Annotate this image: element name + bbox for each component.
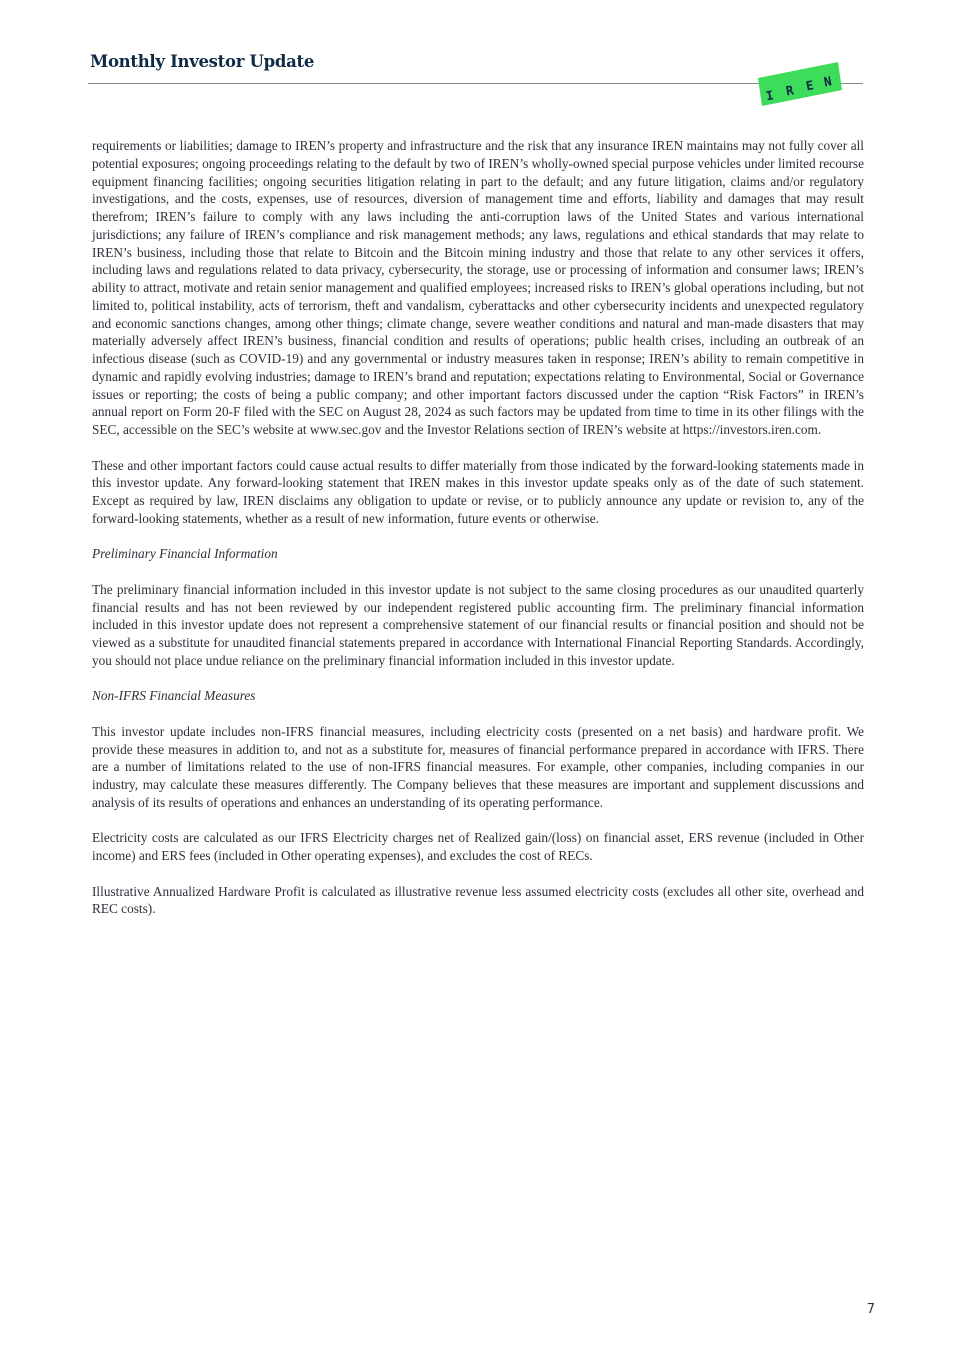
page-title: Monthly Investor Update xyxy=(90,52,315,71)
section-heading-non-ifrs: Non-IFRS Financial Measures xyxy=(92,688,256,704)
logo-letter-e: E xyxy=(804,77,815,94)
paragraph-hardware-profit: Illustrative Annualized Hardware Profit is calculated as illustrative revenue less assumed electricity costs (excludes all other site, overhead and REC costs). xyxy=(92,883,864,917)
paragraph-risk-factors: requirements or liabilities; damage to IREN’s property and infrastructure and the risk that any insurance IREN maintains may not fully cover all potential exposures; ongoing proceedings relating to the default by two of IREN’s wholly-owned special purpose vehicles under limited recourse equipment financing facilities; ongoing securities litigation relating in part to the default; and any future litigation, claims and/or regulatory investigations, and the costs, expenses, use of resources, diversion of management time and efforts, liability and damages that may result therefrom; IREN’s failure to comply with any laws including the anti-corruption laws of the United States and various international jurisdictions; any failure of IREN’s compliance and risk management methods; any laws, regulations and ethical standards that may relate to IREN’s business, including those that relate to Bitcoin and the Bitcoin mining industry and those that relate to any other services it offers, including laws and regulations related to data privacy, cybersecurity, the storage, use or processing of information and consumer laws; IREN’s ability to attract, motivate and retain senior management and qualified employees; increased risks to IREN’s global operations including, but not limited to, political instability, acts of terrorism, theft and vandalism, cyberattacks and other cybersecurity incidents and unexpected regulatory and economic sanctions changes, among other things; climate change, severe weather conditions and natural and man-made disasters that may materially adversely affect IREN’s business, financial condition and results of operations; public health crises, including an outbreak of an infectious disease (such as COVID-19) and any governmental or industry measures taken in response; IREN’s ability to remain competitive in dynamic and rapidly evolving industries; damage to IREN’s brand and reputation; expectations relating to Environmental, Social or Governance issues or reporting; the costs of being a public company; and other important factors discussed under the caption “Risk Factors” in IREN’s annual report on Form 20-F filed with the SEC on August 28, 2024 as such factors may be updated from time to time in its other filings with the SEC, accessible on the SEC’s website at www.sec.gov and the Investor Relations section of IREN’s website at https://investors.iren.com. xyxy=(92,138,864,437)
paragraph-electricity-costs: Electricity costs are calculated as our IFRS Electricity charges net of Realized gain/(loss) on financial asset, ERS revenue (included in Other income) and ERS fees (included in Other operating expenses), and excludes the cost of RECs. xyxy=(92,830,864,863)
section-heading-preliminary: Preliminary Financial Information xyxy=(92,546,278,562)
page-number: 7 xyxy=(866,1302,875,1317)
document-body xyxy=(92,137,864,936)
logo-letter-i: I xyxy=(764,87,775,104)
paragraph-preliminary: The preliminary financial information included in this investor update is not subject to the same closing procedures as our unaudited quarterly financial results and has not been reviewed by our independent registered public accounting firm. The preliminary financial information included in this investor update does not represent a comprehensive statement of our financial results or financial position and should not be viewed as a substitute for unaudited financial statements prepared in accordance with International Financial Reporting Standards. Accordingly, you should not place undue reliance on the preliminary financial information included in this investor update. xyxy=(92,581,864,668)
paragraph-forward-looking: These and other important factors could cause actual results to differ materially from those indicated by the forward-looking statements made in this investor update. Any forward-looking statement that IREN makes in this investor update speaks only as of the date of such statement. Except as required by law, IREN disclaims any obligation to update or revise, or to publicly announce any update or revision to, any of the forward-looking statements, whether as a result of new information, future events or otherwise. xyxy=(92,457,864,526)
header-divider xyxy=(88,83,863,84)
logo-letter-r: R xyxy=(784,82,795,99)
paragraph-non-ifrs: This investor update includes non-IFRS financial measures, including electricity costs (presented on a net basis) and hardware profit. We provide these measures in addition to, and not as a substitute for, measures of financial performance prepared in accordance with IFRS. There are a number of limitations related to the use of non-IFRS financial measures. For example, other companies, including companies in our industry, may calculate these measures differently. The Company believes that these measures are important and supplement discussions and analysis of its results of operations and enhances an understanding of its operating performance. xyxy=(92,723,864,810)
iren-logo-icon xyxy=(758,62,842,106)
logo-letter-n: N xyxy=(822,73,833,90)
